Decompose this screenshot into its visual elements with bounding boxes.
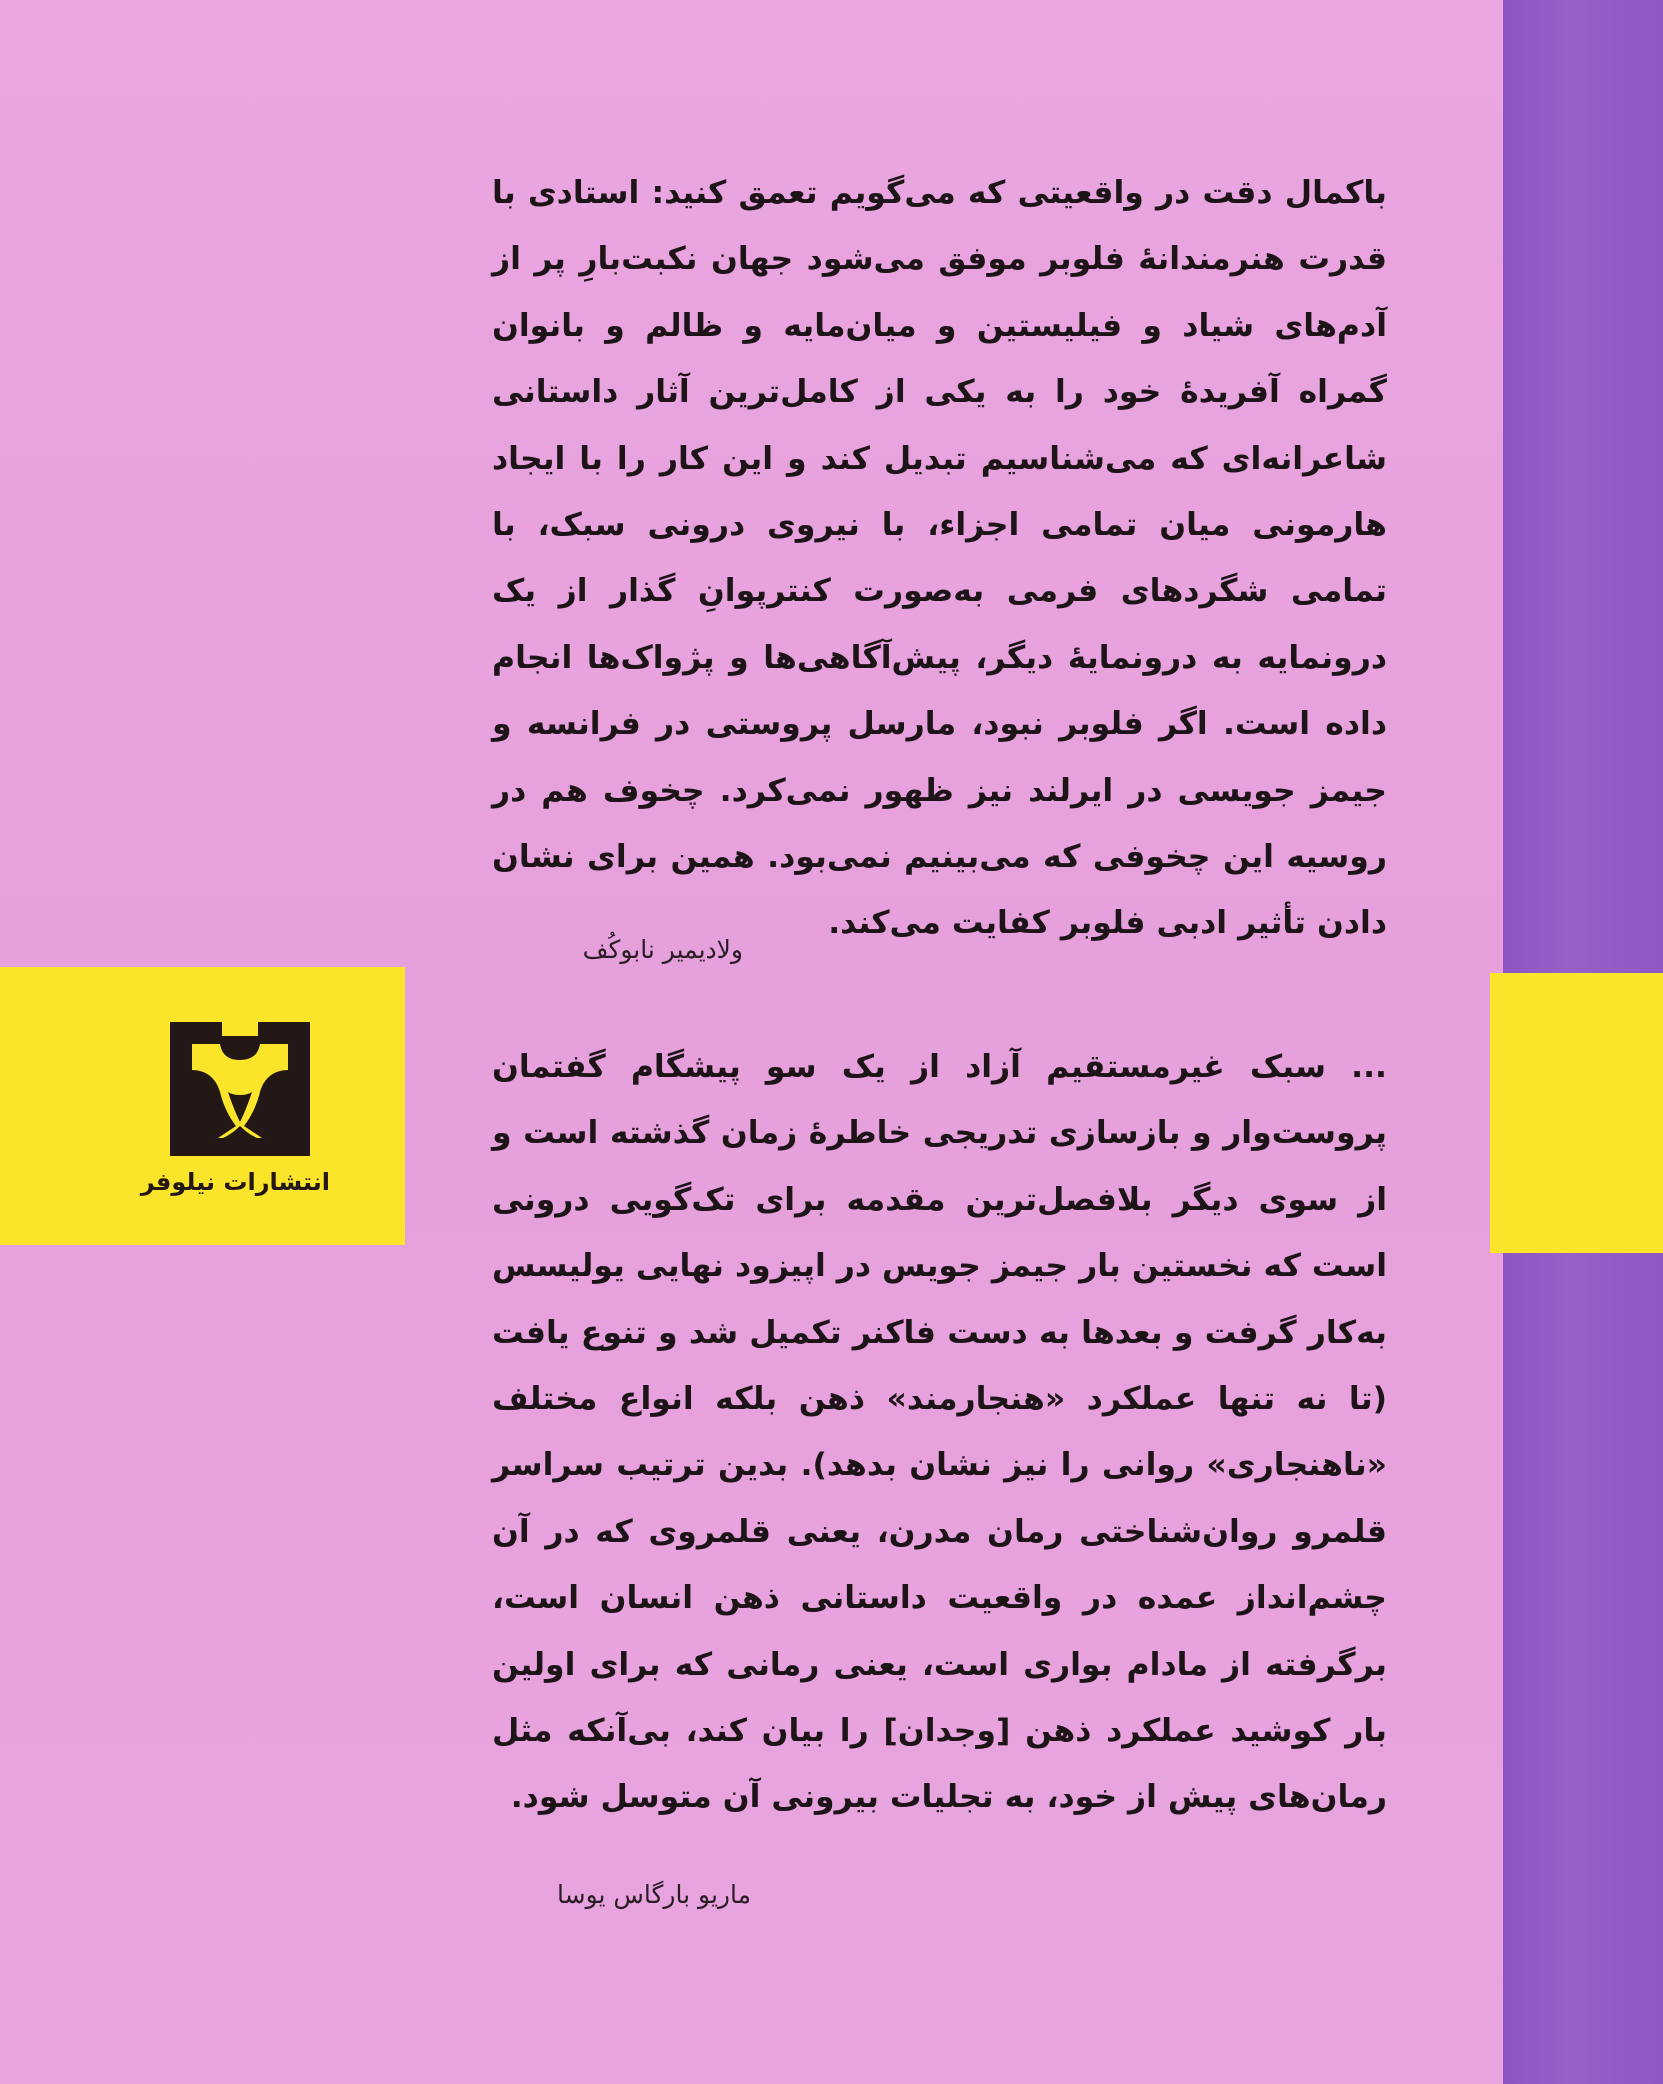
publisher-logo bbox=[140, 1022, 330, 1222]
publisher-name: انتشارات نیلوفر bbox=[140, 1168, 330, 1196]
yellow-band-right bbox=[1490, 973, 1663, 1253]
quote-vargas-llosa: ... سبک غیرمستقیم آزاد از یک سو پیشگام گفتمان پروست‌وار و بازسازی تدریجی خاطرهٔ زمان گذشته است و از سوی دیگر بلافصل‌ترین مقدمه برای تک‌گویی درونی است که نخستین بار جیمز جویس در اپیزود نهایی یولیسس به‌کار گرفت و بعدها به دست فاکنر تکمیل شد و تنوع یافت (تا نه تنها عملکرد «هنجارمند» ذهن بلکه انواع مختلف «ناهنجاری» روانی را نیز نشان بدهد). بدین ترتیب سراسر قلمرو روان‌شناختی رمان مدرن، یعنی قلمروی که در آن چشم‌انداز عمده در واقعیت داستانی ذهن انسان است، برگرفته از مادام بواری است، یعنی رمانی که برای اولین بار کوشید عملکرد ذهن [وجدان] را بیان کند، بی‌آنکه مثل رمان‌های پیش از خود، به تجلیات بیرونی آن متوسل شود. bbox=[492, 1049, 1387, 1816]
quote-nabokov-author: ولادیمیر نابوکُف bbox=[582, 935, 743, 964]
niloofar-publisher-logo-icon bbox=[170, 1022, 310, 1156]
quote-vargas-llosa-author: ماریو بارگاس یوسا bbox=[557, 1880, 751, 1909]
quote-nabokov: باکمال دقت در واقعیتی که می‌گویم تعمق کنید: استادی با قدرت هنرمندانهٔ فلوبر موفق می‌شود جهان نکبت‌بارِ پر از آدم‌های شیاد و فیلیستین و میان‌مایه و ظالم و بانوان گمراه آفریدهٔ خود را به یکی از کامل‌ترین آثار داستانی شاعرانه‌ای که می‌شناسیم تبدیل کند و این کار را با ایجاد هارمونی میان تمامی اجزاء، با نیروی درونی سبک، با تمامی شگردهای فرمی به‌صورت کنترپوانِ گذار از یک درونمایه به درونمایهٔ دیگر، پیش‌آگاهی‌ها و پژواک‌ها انجام داده است. اگر فلوبر نبود، مارسل پروستی در فرانسه و جیمز جویسی در ایرلند نیز ظهور نمی‌کرد. چخوف هم در روسیه این چخوفی که می‌بینیم نمی‌بود. همین برای نشان دادن تأثیر ادبی فلوبر کفایت می‌کند. bbox=[492, 175, 1387, 942]
